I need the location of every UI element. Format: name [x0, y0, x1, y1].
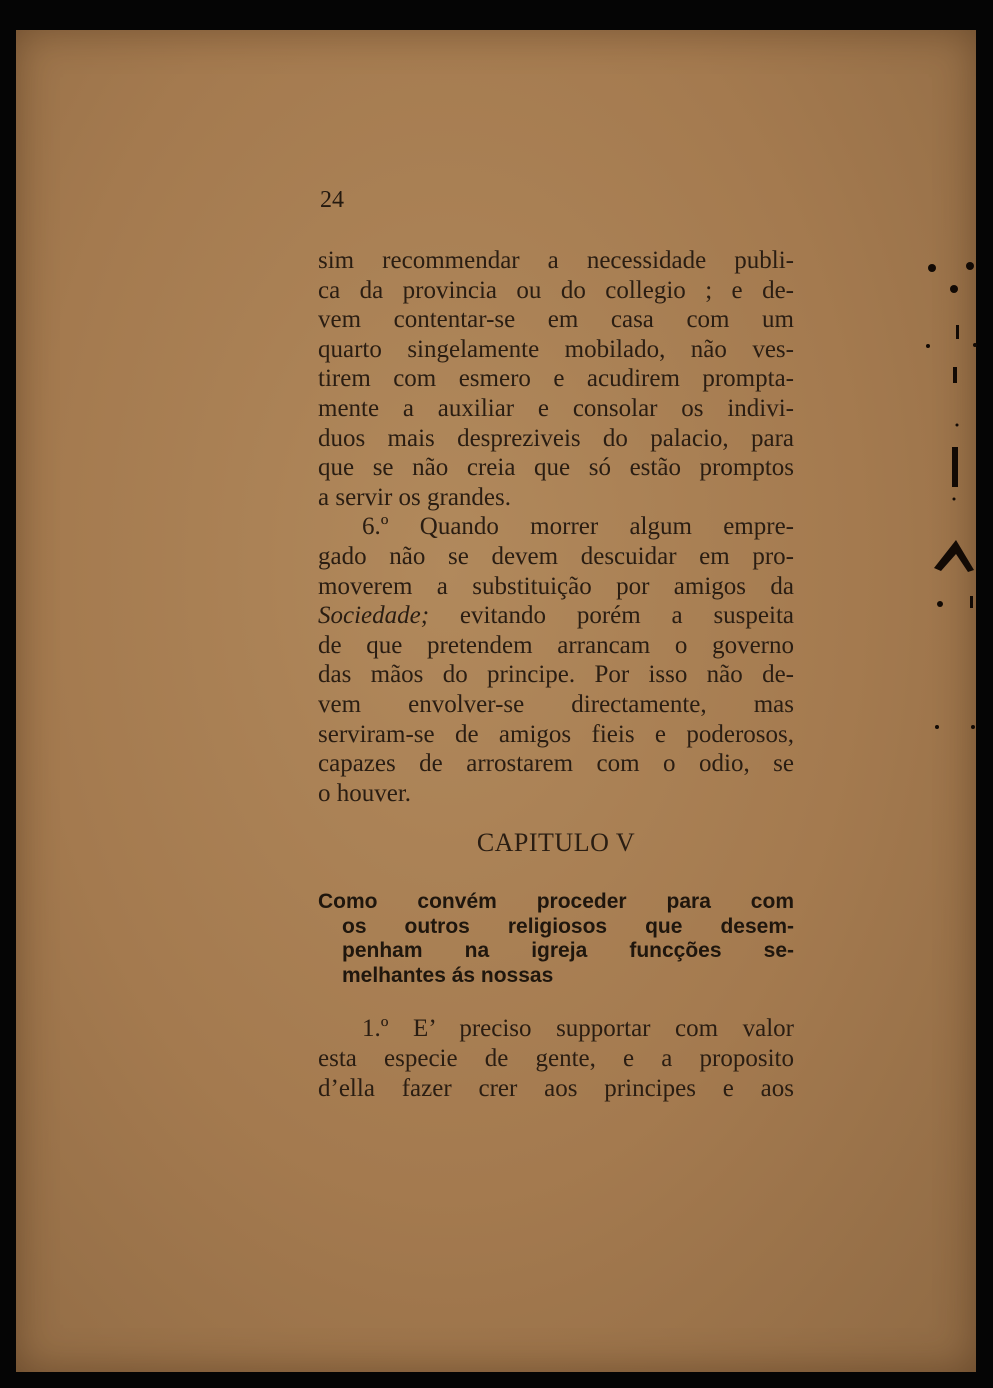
text-line: vem envolver-se directamente, mas [318, 690, 794, 718]
text-line: esta especie de gente, e a proposito [318, 1045, 794, 1072]
body-text-continued [318, 1014, 794, 1104]
text-line: das mãos do principe. Por isso não de- [318, 661, 794, 689]
text-line: mente a auxiliar e consolar os indivi- [318, 394, 794, 422]
italic-word: Sociedade; [318, 602, 430, 630]
text-line: sim recommendar a necessidade publi- [318, 247, 794, 274]
text-line: moverem a substituição por amigos da [318, 572, 794, 600]
text-line: duos mais despreziveis do palacio, para [318, 424, 794, 452]
subtitle-line: penham na igreja funcções se- [342, 939, 794, 962]
text-line: vem contentar-se em casa com um [318, 306, 794, 334]
text-line: gado não se devem descuidar em pro- [318, 542, 794, 570]
text-line: d’ella fazer crer aos principes e aos [318, 1075, 794, 1102]
subtitle-line: melhantes ás nossas [342, 963, 554, 987]
subtitle-line: Como convém proceder para com [318, 890, 794, 913]
text-line: 1.º E’ preciso supportar com valor [362, 1015, 794, 1042]
subtitle-line: os outros religiosos que desem- [342, 914, 794, 938]
text-line: 6.º Quando morrer algum empre- [362, 513, 794, 541]
text-line: a servir os grandes. [318, 483, 511, 511]
page-number: 24 [320, 187, 344, 213]
text-line: ca da provincia ou do collegio ; e de- [318, 276, 794, 304]
text-line: quarto singelamente mobilado, não ves- [318, 335, 794, 363]
chapter-title: CAPITULO V [476, 828, 636, 857]
chapter-subtitle [318, 890, 794, 988]
text-line: de que pretendem arrancam o governo [318, 631, 794, 659]
text-line: que se não creia que só estão promptos [318, 454, 794, 482]
text-line: tirem com esmero e acudirem prompta- [318, 365, 794, 393]
text-line: serviram-se de amigos fieis e poderosos, [318, 720, 794, 748]
text-line: capazes de arrostarem com o odio, se [318, 750, 794, 778]
body-text [318, 246, 794, 808]
text-line: o houver. [318, 779, 412, 807]
text-line: Sociedade; evitando porém a suspeita [318, 602, 794, 630]
